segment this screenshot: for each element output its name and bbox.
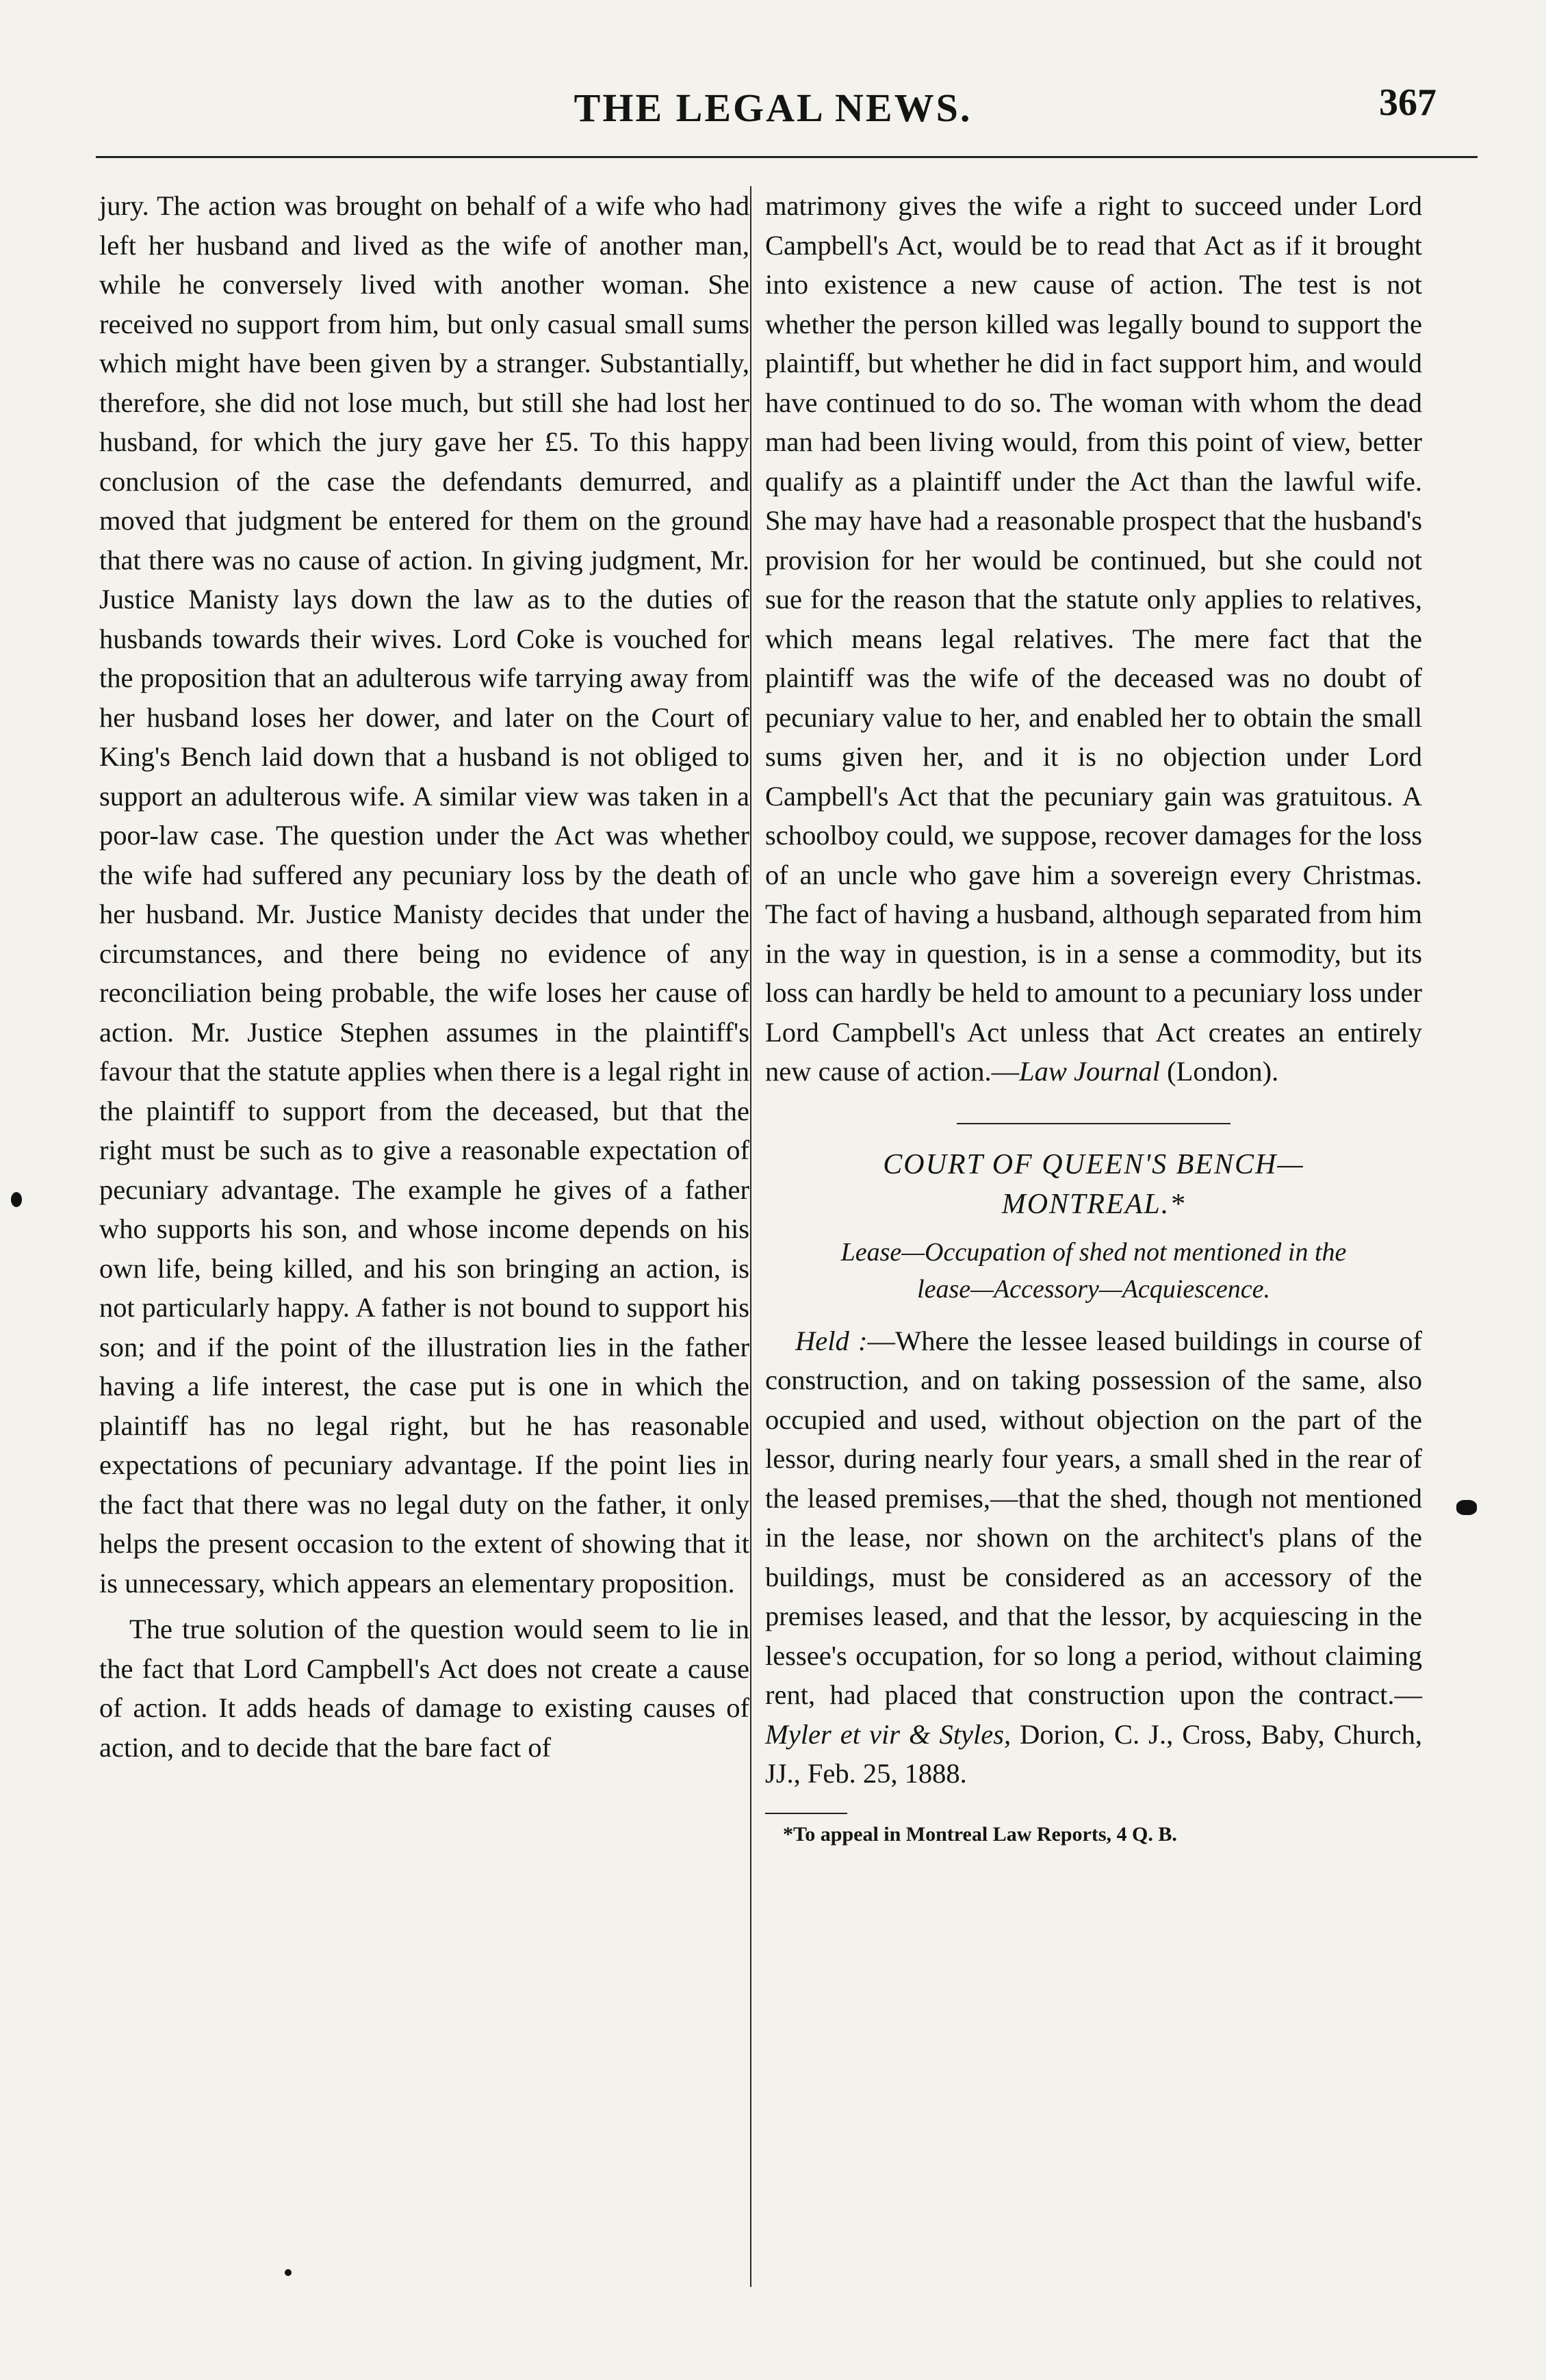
article-paragraph-text: matrimony gives the wife a right to succeed under Lord Campbell's Act, would be to read that Act as if it brought into existence a new cause of action. The test is not whether the person killed was legally bound to support the plaintiff, but whether he did in fact support him, and would have continued to do so. The woman with whom the dead man had been living would, from this point of view, better qualify as a plaintiff under the Act than the lawful wife. She may have had a reasonable prospect that the husband's provision for her would be continued, but she could not sue for the reason that the statute only applies to relatives, which means legal relatives. The mere fact that the plaintiff was the wife of the deceased was no doubt of pecuniary value to her, and enabled her to obtain the small sums given her, and it is no objection under Lord Campbell's Act that the pecuniary gain was gratuitous. A schoolboy could, we suppose, recover damages for the loss of an uncle who gave him a sovereign every Christmas. The fact of having a husband, although separated from him in the way in question, is in a sense a commodity, but its loss can hardly be held to amount to a pecuniary loss under Lord Campbell's Act unless that Act creates an entirely new cause of action. <box>765 190 1422 1087</box>
left-column <box>99 186 749 1767</box>
headnote-line: lease—Accessory—Acquiescence. <box>917 1274 1270 1304</box>
source-suffix: (London). <box>1160 1056 1279 1087</box>
page-number: 367 <box>1379 81 1437 124</box>
held-paragraph <box>765 1321 1422 1794</box>
held-label: Held : <box>795 1325 868 1356</box>
court-heading-line: COURT OF QUEEN'S BENCH— <box>883 1148 1304 1180</box>
section-divider <box>957 1123 1231 1124</box>
ink-speck <box>1456 1500 1477 1515</box>
case-name: Myler et vir & Styles, <box>765 1718 1012 1750</box>
source-citation: Law Journal <box>1019 1056 1161 1087</box>
ink-speck <box>11 1192 22 1207</box>
court-heading-line: MONTREAL.* <box>1001 1188 1186 1220</box>
article-paragraph: The true solution of the question would seem to lie in the fact that Lord Campbell's Act does not create a cause of action. It adds heads of damage to existing causes of action, and to decide that the bare fact of <box>99 1614 749 1763</box>
right-column <box>765 186 1422 1848</box>
article-paragraph: matrimony gives the wife a right to succeed under Lord Campbell's Act, would be to read that Act as if it brought into existence a new cause of action. The test is not whether the person killed was legally bound to support the plaintiff, but whether he did in fact support him, and would have continued to do so. The woman with whom the dead man had been living would, from this point of view, better qualify as a plaintiff under the Act than the lawful wife. She may have had a reasonable prospect that the husband's provision for her would be continued, but she could not sue for the reason that the statute only applies to relatives, which means legal relatives. The mere fact that the plaintiff was the wife of the deceased was no doubt of pecuniary value to her, and enabled her to obtain the small sums given her, and it is no objection under Lord Campbell's Act that the pecuniary gain was gratuitous. A schoolboy could, we suppose, recover damages for the loss of an uncle who gave him a sovereign every Christmas. The fact of having a husband, although separated from him in the way in question, is in a sense a commodity, but its loss can hardly be held to amount to a pecuniary loss under Lord Campbell's Act unless that Act creates an entirely new cause of action.—Law Journal (London). <box>765 190 1422 1087</box>
headnote-line: Lease—Occupation of shed not mentioned in the <box>840 1237 1347 1267</box>
ink-speck <box>285 2269 292 2276</box>
publication-title: THE LEGAL NEWS. <box>574 86 972 130</box>
article-paragraph: jury. The action was brought on behalf of a wife who had left her husband and lived as the wife of another man, while he conversely lived with another woman. She received no support from him, but only casual small sums which might have been given by a stranger. Substantially, therefore, she did not lose much, but still she had lost her husband, for which the jury gave her £5. To this happy conclusion of the case the defendants demurred, and moved that judgment be entered for them on the ground that there was no cause of action. In giving judgment, Mr. Justice Manisty lays down the law as to the duties of husbands towards their wives. Lord Coke is vouched for the proposition that an adulterous wife tarrying away from her husband loses her dower, and later on the Court of King's Bench laid down that a husband is not obliged to support an adulterous wife. A similar view was taken in a poor-law case. The question under the Act was whether the wife had suffered any pecuniary loss by the death of her husband. Mr. Justice Manisty decides that under the circumstances, and there being no evidence of any reconciliation being probable, the wife loses her cause of action. Mr. Justice Stephen assumes in the plaintiff's favour that the statute applies when there is a legal right in the plaintiff to support from the deceased, but that the right must be such as to give a reasonable expectation of pecuniary advantage. The example he gives of a father who supports his son, and whose income depends on his own life, being killed, and his son bringing an action, is not particularly happy. A father is not bound to support his son; and if the point of the illustration lies in the father having a life interest, the case put is one in which the plaintiff has no legal right, but he has reasonable expectations of pecuniary advantage. If the point lies in the fact that there was no legal duty on the father, it only helps the present occasion to the extent of showing that it is unnecessary, which appears an elementary proposition. <box>99 190 749 1599</box>
headnote <box>786 1234 1402 1308</box>
running-head <box>0 81 1546 135</box>
held-text: —Where the lessee leased buildings in course of construction, and on taking possession of the same, also occupied and used, without objection on the part of the lessor, during nearly four years, a small shed in the rear of the leased premises,—that the shed, though not mentioned in the lease, nor shown on the architect's plans of the buildings, must be considered as an accessory of the premises leased, and that the lessor, by acquiescing in the lessee's occupation, for so long a period, without claiming rent, had placed that construction upon the contract.— <box>765 1325 1422 1710</box>
column-divider <box>750 186 751 2287</box>
court-heading <box>793 1145 1395 1224</box>
header-rule <box>96 156 1478 158</box>
footnote-rule <box>765 1813 847 1814</box>
footnote: *To appeal in Montreal Law Reports, 4 Q. B. <box>783 1822 1177 1846</box>
case-citation: Dorion, C. J., Cross, Baby, Church, JJ., Feb. 25, 1888. <box>765 1718 1422 1789</box>
